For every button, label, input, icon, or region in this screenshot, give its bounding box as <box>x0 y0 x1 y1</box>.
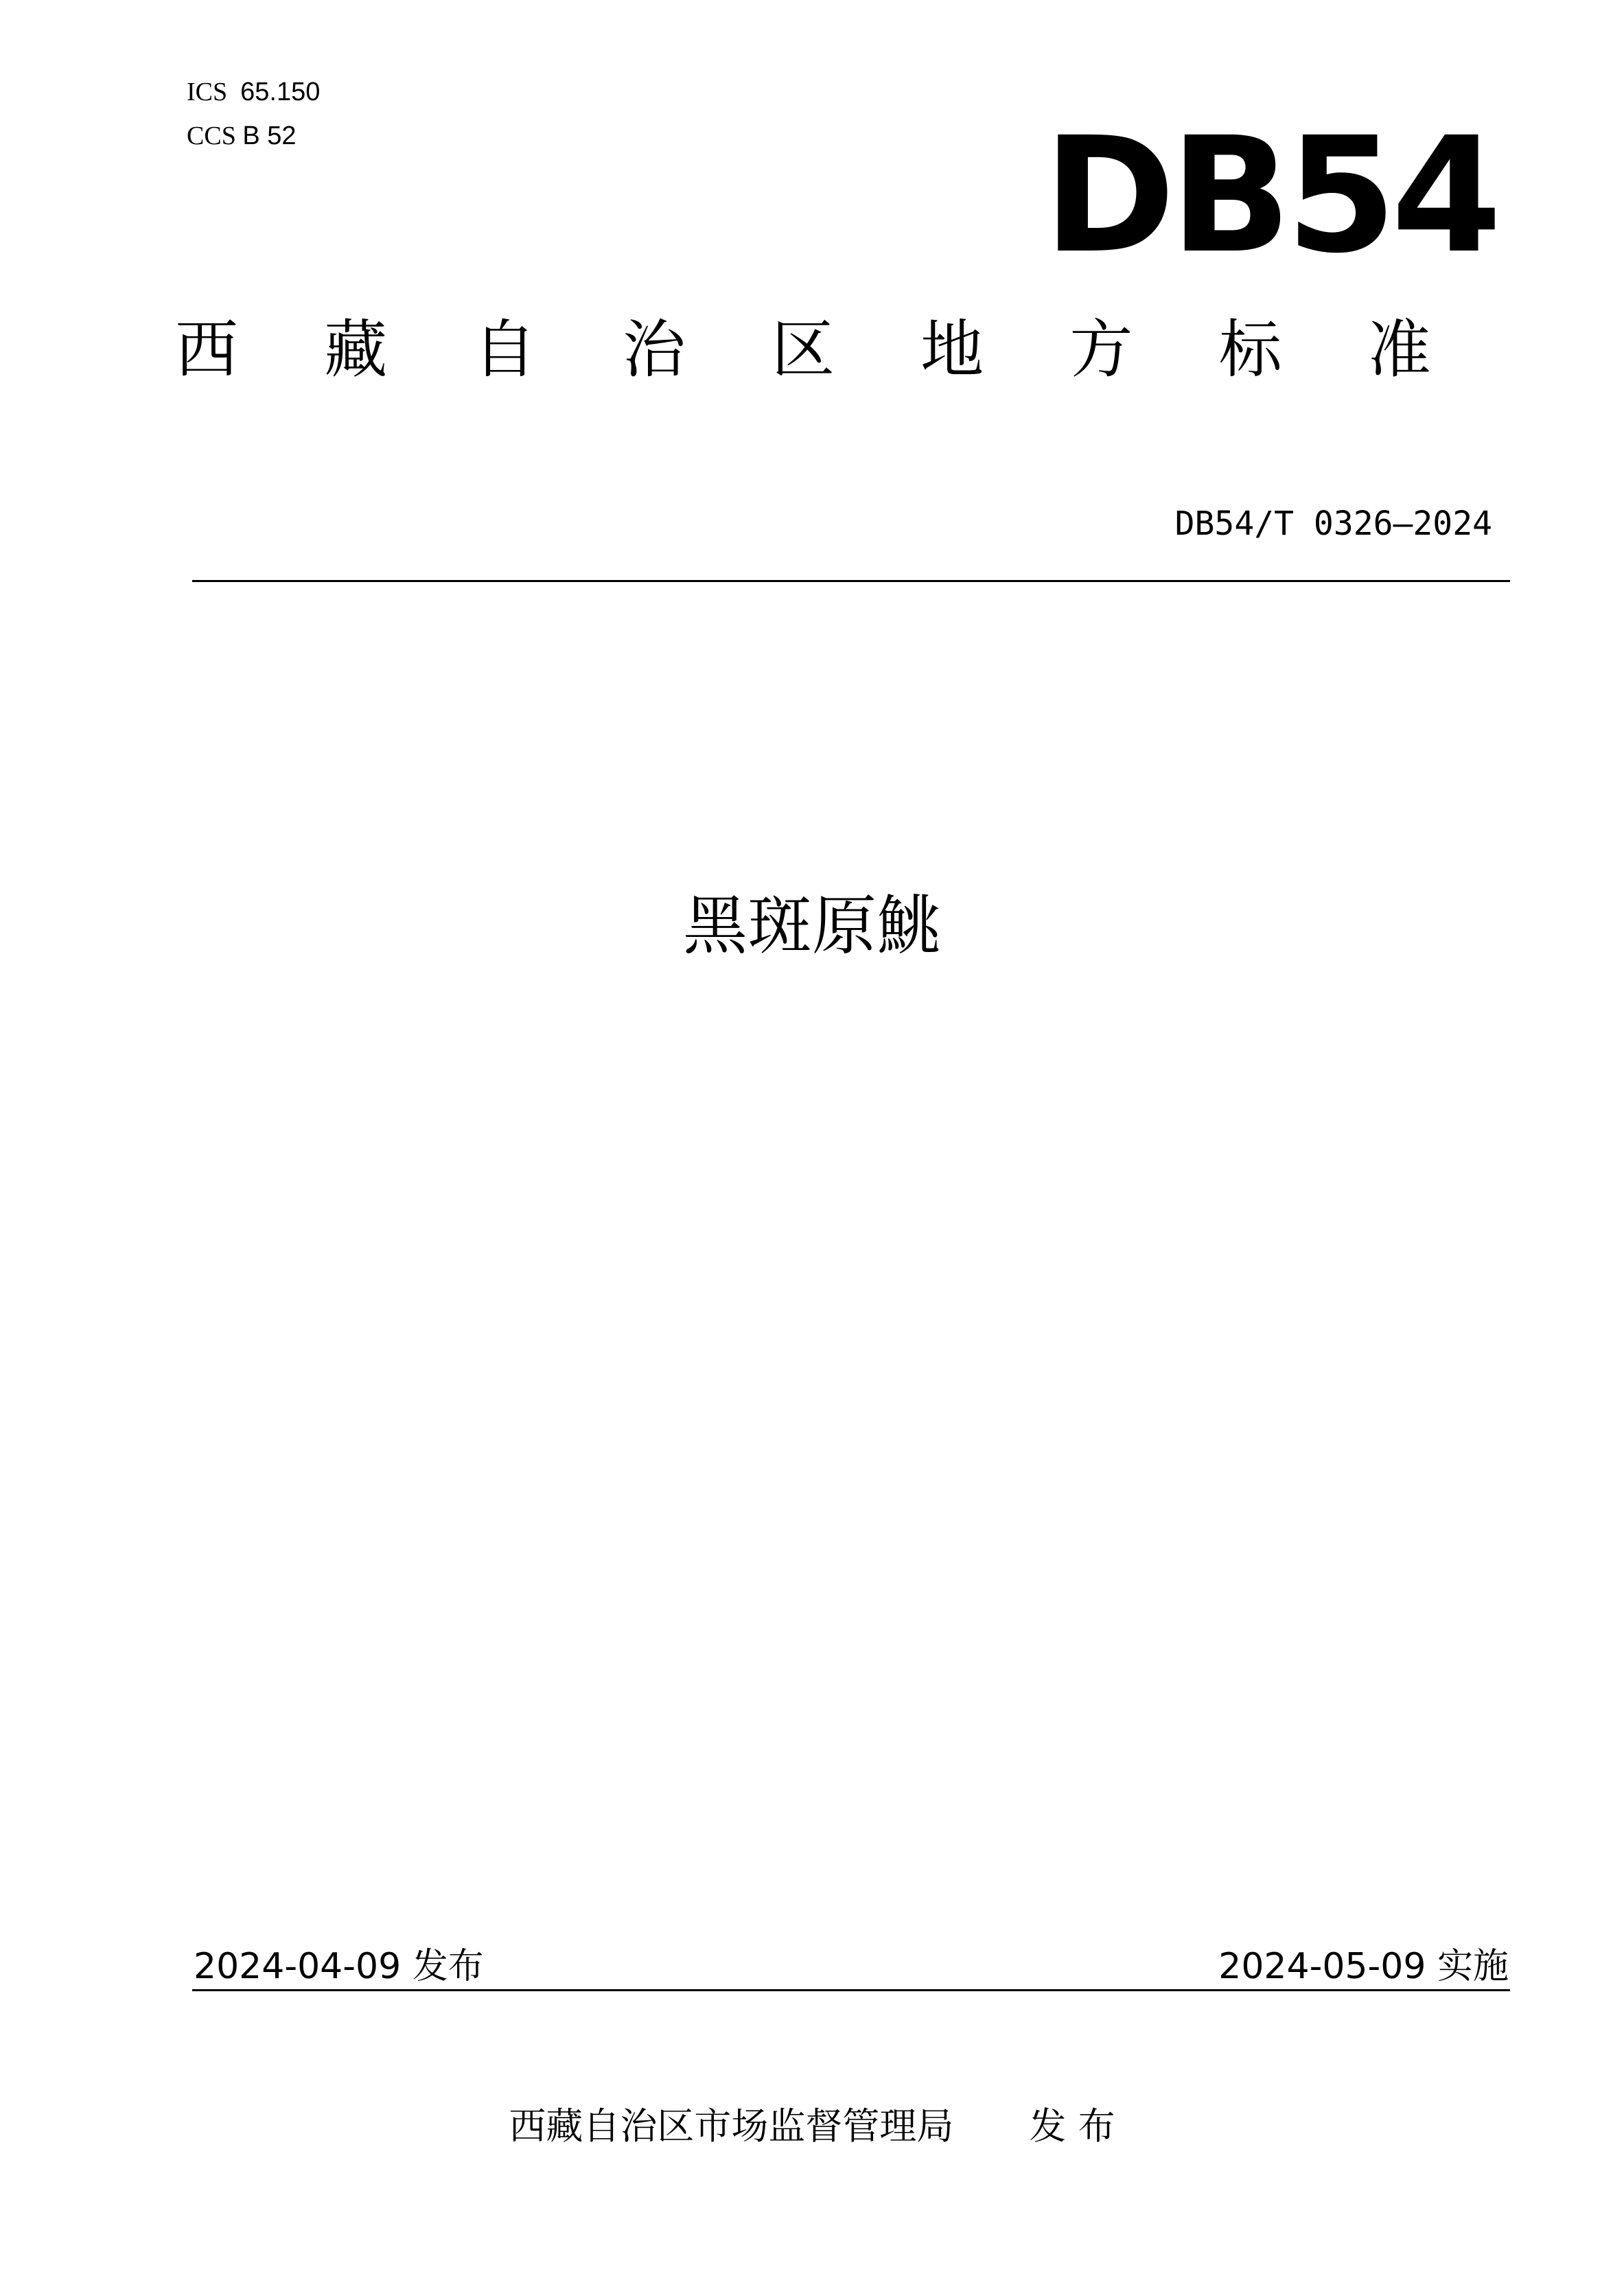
heading-char: 藏 <box>324 313 388 386</box>
ccs-value: B 52 <box>242 121 297 150</box>
standard-logo: DB54 <box>1043 103 1497 288</box>
heading-char: 方 <box>1069 313 1133 386</box>
standard-type-heading <box>175 312 1431 388</box>
heading-char: 西 <box>175 313 239 386</box>
issuing-authority <box>0 2097 1624 2150</box>
publish-date-value: 2024-04-09 <box>194 1946 402 1987</box>
issuer-name: 西藏自治区市场监督管理局 <box>509 2104 954 2148</box>
ics-label: ICS <box>187 78 228 106</box>
ics-code <box>187 77 320 107</box>
publish-label: 发布 <box>412 1946 484 1987</box>
heading-char: 地 <box>920 313 984 386</box>
document-title: 黑斑原鮡 <box>682 889 941 964</box>
heading-char: 标 <box>1218 313 1282 386</box>
ics-value: 65.150 <box>240 78 321 106</box>
bottom-divider <box>192 1989 1510 1991</box>
issuer-action: 发 布 <box>1029 2104 1115 2148</box>
implementation-date <box>1218 1937 1509 1988</box>
publish-date <box>194 1937 484 1988</box>
heading-char: 自 <box>473 313 537 386</box>
implementation-label: 实施 <box>1437 1946 1509 1987</box>
heading-char: 治 <box>622 313 686 386</box>
ccs-code <box>187 121 297 151</box>
ccs-label: CCS <box>187 121 236 150</box>
heading-char: 准 <box>1367 313 1431 386</box>
implementation-date-value: 2024-05-09 <box>1218 1946 1426 1987</box>
top-divider <box>192 580 1510 582</box>
heading-char: 区 <box>771 313 835 386</box>
standard-number: DB54/T 0326—2024 <box>1174 505 1492 543</box>
